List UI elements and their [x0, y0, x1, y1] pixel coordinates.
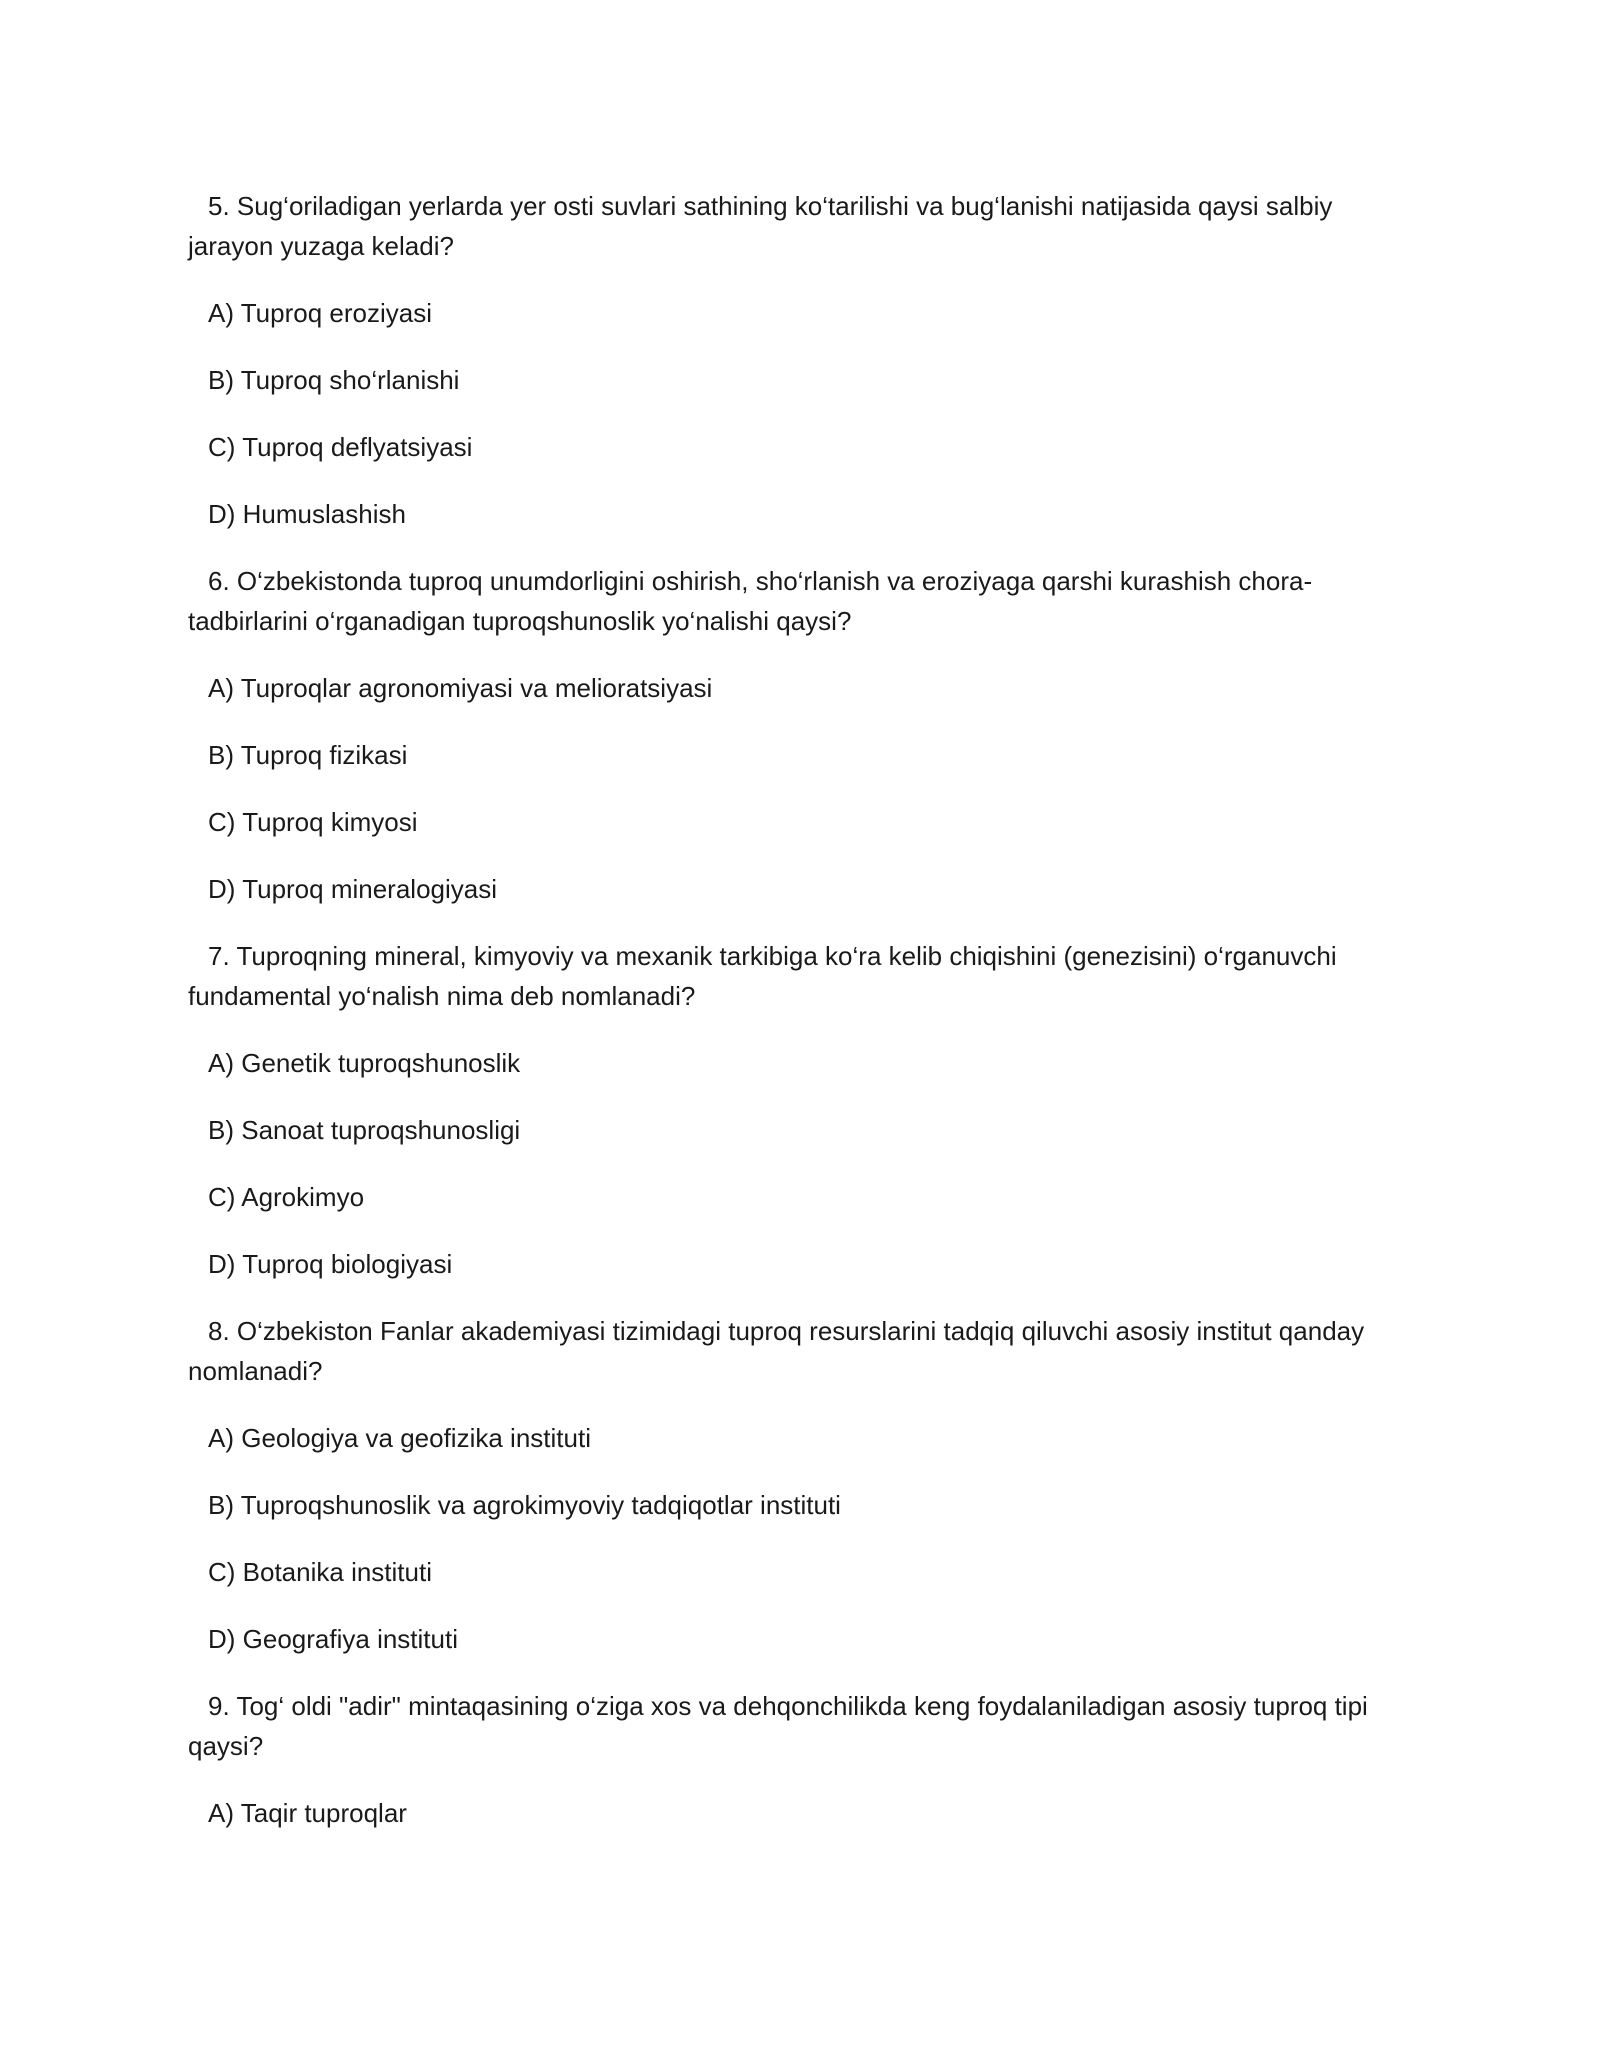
question-8-option-a: A) Geologiya va geofizika instituti — [208, 1423, 591, 1453]
question-7-option-c: C) Agrokimyo — [208, 1182, 365, 1212]
question-5-option-a: A) Tuproq eroziyasi — [208, 298, 432, 328]
question-9-option-a: A) Taqir tuproqlar — [208, 1798, 407, 1828]
question-8-option-d: D) Geografiya instituti — [208, 1624, 458, 1654]
question-7: 7. Tuproqning mineral, kimyoviy va mexanik tarkibiga ko‘ra kelib chiqishini (genezisini) o‘rganuvchi fundamental yo‘nalish nima deb nomlanadi? — [188, 941, 1337, 1011]
question-6-option-a: A) Tuproqlar agronomiyasi va melioratsiyasi — [208, 673, 713, 703]
question-8: 8. O‘zbekiston Fanlar akademiyasi tizimidagi tuproq resurslarini tadqiq qiluvchi asosiy institut qanday nomlanadi? — [188, 1316, 1365, 1386]
question-7-option-a: A) Genetik tuproqshunoslik — [208, 1048, 521, 1078]
question-6-option-d: D) Tuproq mineralogiyasi — [208, 874, 498, 904]
question-5-option-d: D) Humuslashish — [208, 499, 406, 529]
question-5-option-b: B) Tuproq sho‘rlanishi — [208, 365, 460, 395]
question-8-option-b: B) Tuproqshunoslik va agrokimyoviy tadqiqotlar instituti — [208, 1490, 841, 1520]
question-7-option-b: B) Sanoat tuproqshunosligi — [208, 1115, 521, 1145]
question-5-option-c: C) Tuproq deflyatsiyasi — [208, 432, 473, 462]
question-9: 9. Tog‘ oldi "adir" mintaqasining o‘ziga xos va dehqonchilikda keng foydalaniladigan asosiy tuproq tipi qaysi? — [188, 1691, 1368, 1761]
question-6-option-b: B) Tuproq fizikasi — [208, 740, 408, 770]
question-8-option-c: C) Botanika instituti — [208, 1557, 432, 1587]
question-6-option-c: C) Tuproq kimyosi — [208, 807, 418, 837]
question-5: 5. Sug‘oriladigan yerlarda yer osti suvlari sathining ko‘tarilishi va bug‘lanishi natijasida qaysi salbiy jarayon yuzaga keladi? — [188, 191, 1333, 261]
question-7-option-d: D) Tuproq biologiyasi — [208, 1249, 453, 1279]
question-6: 6. O‘zbekistonda tuproq unumdorligini oshirish, sho‘rlanish va eroziyaga qarshi kurashish chora-tadbirlarini o‘rganadigan tuproqshunoslik yo‘nalishi qaysi? — [188, 566, 1313, 636]
document-content — [188, 186, 1408, 1860]
